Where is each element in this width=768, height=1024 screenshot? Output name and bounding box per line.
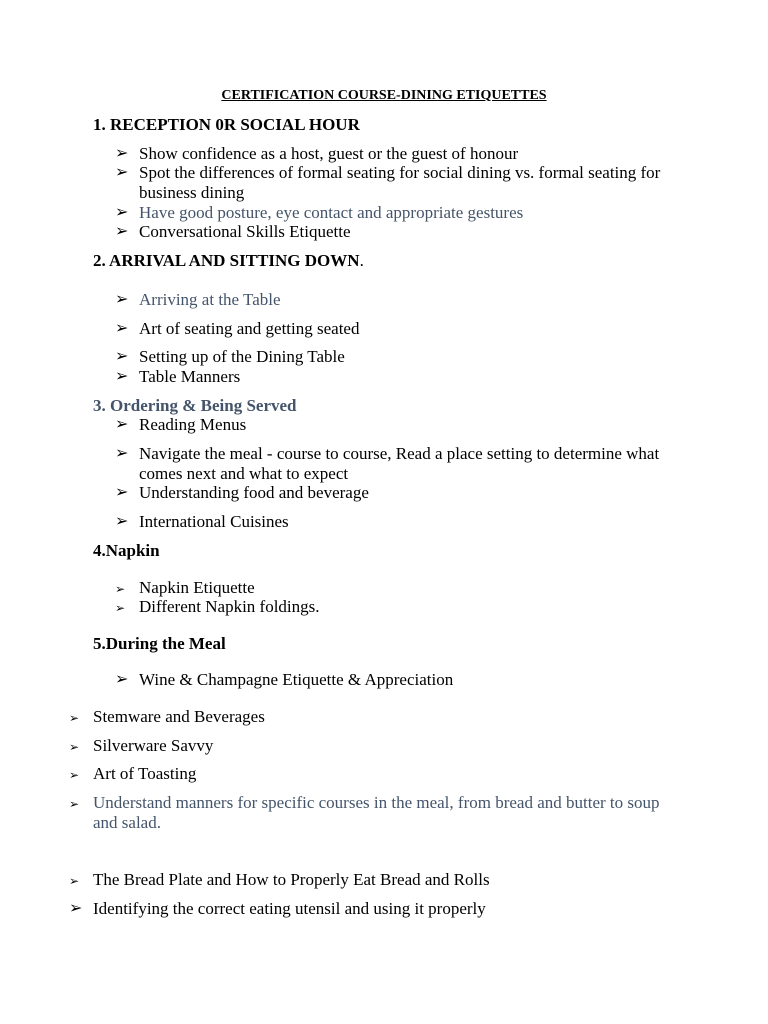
list-item: [69, 899, 673, 919]
arrowhead-bullet-icon: ➢: [115, 204, 129, 221]
list-item: [115, 483, 679, 503]
arrowhead-bullet-icon: ➢: [115, 484, 129, 501]
list-item: [115, 222, 679, 242]
heading-suffix: .: [359, 251, 364, 270]
list-item-text: Understanding food and beverage: [139, 483, 369, 502]
arrowhead-bullet-icon: ➢: [115, 416, 129, 433]
list-item-text: Arriving at the Table: [139, 290, 281, 309]
arrowhead-bullet-icon: ➢: [115, 291, 129, 308]
arrowhead-bullet-icon: ➢: [115, 164, 129, 181]
arrowhead-bullet-icon: ➢: [115, 601, 126, 615]
list-item-text: The Bread Plate and How to Properly Eat Bread and Rolls: [93, 870, 490, 889]
list-item-text: Napkin Etiquette: [139, 578, 255, 597]
list-item-text: Art of Toasting: [93, 764, 197, 783]
list-item-text: Silverware Savvy: [93, 736, 214, 755]
arrowhead-bullet-icon: ➢: [115, 445, 129, 462]
list-item-text: Understand manners for specific courses in the meal, from bread and butter to soup and salad.: [93, 793, 660, 832]
arrowhead-bullet-icon: ➢: [115, 671, 129, 688]
list-item-text: Spot the differences of formal seating for social dining vs. formal seating for business dining: [139, 163, 661, 202]
list-item: [69, 793, 673, 833]
list-item-text: Art of seating and getting seated: [139, 319, 360, 338]
list-item: [115, 347, 679, 367]
list-item: [115, 578, 679, 598]
arrowhead-bullet-icon: ➢: [69, 711, 80, 725]
list-item-text: Different Napkin foldings.: [139, 597, 320, 616]
list-item: [115, 415, 679, 435]
arrowhead-bullet-icon: ➢: [69, 900, 83, 917]
list-item: [115, 597, 679, 617]
arrowhead-bullet-icon: ➢: [115, 513, 129, 530]
list-item: [115, 444, 679, 484]
arrowhead-bullet-icon: ➢: [69, 874, 80, 888]
list-item: [115, 670, 679, 690]
list-item-text: Identifying the correct eating utensil and using it properly: [93, 899, 486, 918]
arrowhead-bullet-icon: ➢: [69, 740, 80, 754]
list-item: [69, 707, 673, 727]
list-item: [115, 163, 679, 203]
list-item-text: International Cuisines: [139, 512, 289, 531]
list-item: [115, 512, 679, 532]
arrowhead-bullet-icon: ➢: [69, 797, 80, 811]
section-heading-reception: 1. RECEPTION 0R SOCIAL HOUR: [93, 115, 360, 134]
list-item: [115, 319, 679, 339]
list-item-text: Have good posture, eye contact and appropriate gestures: [139, 203, 524, 222]
arrowhead-bullet-icon: ➢: [115, 223, 129, 240]
list-item-text: Wine & Champagne Etiquette & Appreciation: [139, 670, 454, 689]
arrowhead-bullet-icon: ➢: [115, 368, 129, 385]
list-item-text: Reading Menus: [139, 415, 247, 434]
list-item-text: Setting up of the Dining Table: [139, 347, 345, 366]
list-item: [115, 203, 679, 223]
section-heading-during-meal: 5.During the Meal: [93, 634, 226, 653]
list-item: [69, 764, 673, 784]
section-heading-text: 2. ARRIVAL AND SITTING DOWN: [93, 251, 360, 270]
list-item-text: Table Manners: [139, 367, 241, 386]
section-heading-napkin: 4.Napkin: [93, 541, 160, 560]
list-item: [69, 870, 673, 890]
arrowhead-bullet-icon: ➢: [115, 582, 126, 596]
list-item-text: Conversational Skills Etiquette: [139, 222, 351, 241]
list-item: [115, 367, 679, 387]
arrowhead-bullet-icon: ➢: [69, 768, 80, 782]
list-item: [69, 736, 673, 756]
arrowhead-bullet-icon: ➢: [115, 145, 129, 162]
arrowhead-bullet-icon: ➢: [115, 320, 129, 337]
list-item-text: Show confidence as a host, guest or the guest of honour: [139, 144, 519, 163]
section-heading-arrival: [93, 250, 364, 272]
arrowhead-bullet-icon: ➢: [115, 348, 129, 365]
section-heading-ordering: 3. Ordering & Being Served: [93, 396, 297, 415]
list-item: [115, 290, 679, 310]
list-item-text: Stemware and Beverages: [93, 707, 265, 726]
document-title: CERTIFICATION COURSE-DINING ETIQUETTES: [221, 88, 547, 103]
list-item: [115, 144, 679, 164]
list-item-text: Navigate the meal - course to course, Read a place setting to determine what comes next and what to expect: [139, 444, 660, 483]
